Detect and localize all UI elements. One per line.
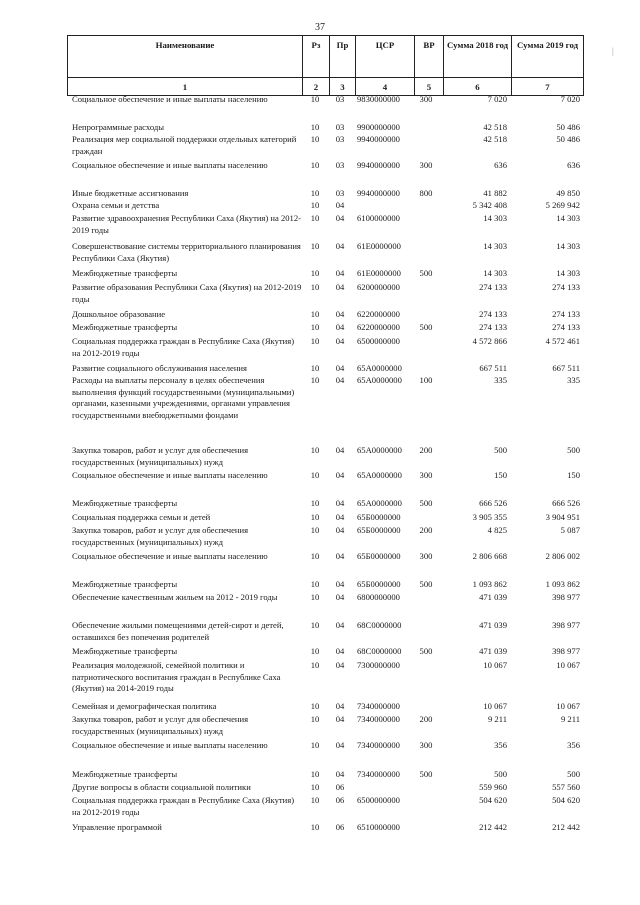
row-name: Обеспечение жилыми помещениями детей-сирот и детей, оставшихся без попечения родителей xyxy=(72,620,284,642)
row-csr: 65А0000000 xyxy=(357,375,402,385)
row-rz: 10 xyxy=(310,714,320,724)
row-name: Семейная и демографическая политика xyxy=(72,701,217,711)
page-number: 37 xyxy=(315,22,325,33)
row-csr: 6220000000 xyxy=(357,322,400,332)
row-rz: 10 xyxy=(310,498,320,508)
row-sum-2018: 274 133 xyxy=(479,322,507,332)
row-name: Совершенствование системы территориального планирования Республики Саха (Якутия) xyxy=(72,241,301,263)
row-sum-2019: 504 620 xyxy=(552,795,580,805)
row-sum-2019: 14 303 xyxy=(556,241,580,251)
row-sum-2019: 557 560 xyxy=(552,782,580,792)
row-sum-2019: 274 133 xyxy=(552,309,580,319)
row-csr: 65Б0000000 xyxy=(357,579,401,589)
row-sum-2018: 667 511 xyxy=(479,363,507,373)
row-name: Развитие социального обслуживания населения xyxy=(72,363,247,373)
row-name: Межбюджетные трансферты xyxy=(72,498,178,508)
row-name: Иные бюджетные ассигнования xyxy=(72,188,189,198)
row-sum-2018: 504 620 xyxy=(479,795,507,805)
row-pr: 06 xyxy=(335,795,345,805)
row-sum-2019: 9 211 xyxy=(560,714,580,724)
row-pr: 04 xyxy=(335,592,345,602)
row-pr: 04 xyxy=(335,660,345,670)
row-sum-2019: 1 093 862 xyxy=(545,579,580,589)
row-csr: 65Б0000000 xyxy=(357,551,401,561)
row-sum-2019: 3 904 951 xyxy=(545,512,580,522)
row-sum-2018: 9 211 xyxy=(487,714,507,724)
row-vr: 300 xyxy=(419,740,433,750)
row-vr: 100 xyxy=(419,375,433,385)
row-vr: 500 xyxy=(419,769,433,779)
row-rz: 10 xyxy=(310,322,320,332)
row-csr: 65А0000000 xyxy=(357,363,402,373)
row-name: Межбюджетные трансферты xyxy=(72,579,178,589)
row-csr: 9900000000 xyxy=(357,122,400,132)
row-sum-2019: 398 977 xyxy=(552,592,580,602)
row-sum-2018: 559 960 xyxy=(479,782,507,792)
row-pr: 04 xyxy=(335,579,345,589)
row-sum-2019: 356 xyxy=(567,740,580,750)
row-sum-2019: 10 067 xyxy=(556,701,580,711)
row-sum-2019: 5 087 xyxy=(560,525,580,535)
row-sum-2019: 50 486 xyxy=(556,134,580,144)
row-sum-2018: 500 xyxy=(494,445,507,455)
row-name: Закупка товаров, работ и услуг для обеспечения государственных (муниципальных) нужд xyxy=(72,714,249,736)
row-rz: 10 xyxy=(310,701,320,711)
row-rz: 10 xyxy=(310,309,320,319)
row-sum-2019: 398 977 xyxy=(552,620,580,630)
row-sum-2018: 500 xyxy=(494,769,507,779)
row-csr: 6500000000 xyxy=(357,795,400,805)
row-rz: 10 xyxy=(310,620,320,630)
row-rz: 10 xyxy=(310,188,320,198)
row-vr: 500 xyxy=(419,579,433,589)
row-name: Реализация мер социальной поддержки отдельных категорий граждан xyxy=(72,134,297,156)
row-name: Межбюджетные трансферты xyxy=(72,769,178,779)
row-pr: 06 xyxy=(335,822,345,832)
row-sum-2018: 471 039 xyxy=(479,620,507,630)
row-sum-2018: 1 093 862 xyxy=(472,579,507,589)
row-pr: 04 xyxy=(335,512,345,522)
header-col-num: 4 xyxy=(356,78,415,96)
row-pr: 04 xyxy=(335,241,345,251)
row-sum-2018: 14 303 xyxy=(483,268,507,278)
row-sum-2019: 500 xyxy=(567,445,580,455)
row-rz: 10 xyxy=(310,512,320,522)
row-rz: 10 xyxy=(310,134,320,144)
row-name: Социальное обеспечение и иные выплаты населению xyxy=(72,160,268,170)
row-name: Закупка товаров, работ и услуг для обеспечения государственных (муниципальных) нужд xyxy=(72,445,249,467)
row-rz: 10 xyxy=(310,375,320,385)
row-csr: 65Б0000000 xyxy=(357,512,401,522)
row-csr: 6200000000 xyxy=(357,282,400,292)
row-rz: 10 xyxy=(310,282,320,292)
header-pr: Пр xyxy=(330,36,356,78)
row-sum-2018: 4 572 866 xyxy=(472,336,507,346)
row-sum-2018: 4 825 xyxy=(487,525,507,535)
row-pr: 04 xyxy=(335,714,345,724)
row-name: Социальная поддержка семьи и детей xyxy=(72,512,211,522)
row-rz: 10 xyxy=(310,646,320,656)
row-sum-2018: 274 133 xyxy=(479,309,507,319)
row-pr: 03 xyxy=(335,94,345,104)
row-pr: 04 xyxy=(335,282,345,292)
row-rz: 10 xyxy=(310,660,320,670)
row-vr: 500 xyxy=(419,322,433,332)
row-sum-2019: 398 977 xyxy=(552,646,580,656)
row-name: Межбюджетные трансферты xyxy=(72,322,178,332)
row-rz: 10 xyxy=(310,336,320,346)
header-vr: ВР xyxy=(415,36,444,78)
row-csr: 6500000000 xyxy=(357,336,400,346)
row-pr: 04 xyxy=(335,525,345,535)
row-name: Социальное обеспечение и иные выплаты населению xyxy=(72,470,268,480)
row-rz: 10 xyxy=(310,241,320,251)
row-pr: 06 xyxy=(335,782,345,792)
row-sum-2018: 274 133 xyxy=(479,282,507,292)
row-name: Закупка товаров, работ и услуг для обеспечения государственных (муниципальных) нужд xyxy=(72,525,249,547)
row-vr: 300 xyxy=(419,551,433,561)
row-name: Реализация молодежной, семейной политики и патриотического воспитания граждан в Республике Саха (Якутия) на 2014-2019 годы xyxy=(72,660,281,693)
row-rz: 10 xyxy=(310,579,320,589)
row-vr: 200 xyxy=(419,714,433,724)
row-pr: 03 xyxy=(335,188,345,198)
row-sum-2018: 471 039 xyxy=(479,646,507,656)
row-sum-2019: 49 850 xyxy=(556,188,580,198)
row-rz: 10 xyxy=(310,445,320,455)
row-csr: 65А0000000 xyxy=(357,498,402,508)
row-rz: 10 xyxy=(310,795,320,805)
row-csr: 9940000000 xyxy=(357,188,400,198)
row-sum-2018: 2 806 668 xyxy=(472,551,507,561)
row-vr: 500 xyxy=(419,498,433,508)
row-pr: 03 xyxy=(335,160,345,170)
row-name: Межбюджетные трансферты xyxy=(72,268,178,278)
row-name: Охрана семьи и детства xyxy=(72,200,160,210)
row-name: Обеспечение качественным жильем на 2012 - 2019 годы xyxy=(72,592,278,602)
row-rz: 10 xyxy=(310,160,320,170)
row-pr: 04 xyxy=(335,620,345,630)
row-csr: 68С0000000 xyxy=(357,646,402,656)
row-pr: 04 xyxy=(335,470,345,480)
row-sum-2018: 10 067 xyxy=(483,660,507,670)
row-sum-2019: 212 442 xyxy=(552,822,580,832)
row-vr: 300 xyxy=(419,94,433,104)
row-csr: 6800000000 xyxy=(357,592,400,602)
row-pr: 04 xyxy=(335,701,345,711)
row-sum-2019: 150 xyxy=(567,470,580,480)
row-pr: 04 xyxy=(335,769,345,779)
row-csr: 61Е0000000 xyxy=(357,268,401,278)
row-sum-2019: 10 067 xyxy=(556,660,580,670)
row-sum-2018: 666 526 xyxy=(479,498,507,508)
row-vr: 800 xyxy=(419,188,433,198)
row-sum-2019: 7 020 xyxy=(560,94,580,104)
row-sum-2018: 471 039 xyxy=(479,592,507,602)
row-rz: 10 xyxy=(310,213,320,223)
row-pr: 04 xyxy=(335,363,345,373)
row-name: Социальная поддержка граждан в Республике Саха (Якутия) на 2012-2019 годы xyxy=(72,795,295,817)
row-sum-2018: 150 xyxy=(494,470,507,480)
row-sum-2019: 14 303 xyxy=(556,268,580,278)
row-sum-2019: 667 511 xyxy=(552,363,580,373)
row-name: Социальная поддержка граждан в Республике Саха (Якутия) на 2012-2019 годы xyxy=(72,336,295,358)
row-sum-2019: 2 806 002 xyxy=(545,551,580,561)
row-csr: 6100000000 xyxy=(357,213,400,223)
row-csr: 6220000000 xyxy=(357,309,400,319)
header-col-num: 5 xyxy=(415,78,444,96)
row-csr: 7300000000 xyxy=(357,660,400,670)
row-sum-2019: 274 133 xyxy=(552,322,580,332)
row-csr: 7340000000 xyxy=(357,740,400,750)
header-rz: Рз xyxy=(303,36,330,78)
row-rz: 10 xyxy=(310,470,320,480)
row-rz: 10 xyxy=(310,525,320,535)
scan-mark: | xyxy=(612,46,614,56)
header-col-num: 7 xyxy=(512,78,584,96)
row-vr: 300 xyxy=(419,160,433,170)
row-sum-2018: 636 xyxy=(494,160,507,170)
row-sum-2018: 14 303 xyxy=(483,241,507,251)
row-csr: 7340000000 xyxy=(357,769,400,779)
row-pr: 03 xyxy=(335,122,345,132)
row-sum-2018: 41 882 xyxy=(483,188,507,198)
row-sum-2018: 7 020 xyxy=(487,94,507,104)
row-csr: 61Е0000000 xyxy=(357,241,401,251)
row-rz: 10 xyxy=(310,363,320,373)
row-rz: 10 xyxy=(310,769,320,779)
row-rz: 10 xyxy=(310,740,320,750)
row-rz: 10 xyxy=(310,268,320,278)
row-pr: 04 xyxy=(335,322,345,332)
row-sum-2018: 10 067 xyxy=(483,701,507,711)
header-sum-2018: Сумма 2018 год xyxy=(444,36,512,78)
row-sum-2018: 356 xyxy=(494,740,507,750)
row-pr: 04 xyxy=(335,336,345,346)
row-rz: 10 xyxy=(310,200,320,210)
row-sum-2018: 5 342 408 xyxy=(472,200,507,210)
row-rz: 10 xyxy=(310,782,320,792)
row-pr: 04 xyxy=(335,213,345,223)
row-name: Другие вопросы в области социальной политики xyxy=(72,782,251,792)
row-vr: 500 xyxy=(419,646,433,656)
header-col-num: 3 xyxy=(330,78,356,96)
row-pr: 04 xyxy=(335,551,345,561)
row-pr: 04 xyxy=(335,309,345,319)
row-sum-2019: 500 xyxy=(567,769,580,779)
row-pr: 04 xyxy=(335,200,345,210)
row-csr: 6510000000 xyxy=(357,822,400,832)
row-name: Социальное обеспечение и иные выплаты населению xyxy=(72,551,268,561)
row-name: Непрограммные расходы xyxy=(72,122,165,132)
header-col-num: 2 xyxy=(303,78,330,96)
row-csr: 65Б0000000 xyxy=(357,525,401,535)
row-csr: 65А0000000 xyxy=(357,470,402,480)
row-name: Межбюджетные трансферты xyxy=(72,646,178,656)
row-sum-2019: 14 303 xyxy=(556,213,580,223)
header-col-num: 1 xyxy=(68,78,303,96)
row-sum-2018: 3 905 355 xyxy=(472,512,507,522)
row-csr: 68С0000000 xyxy=(357,620,402,630)
row-vr: 200 xyxy=(419,445,433,455)
header-col-num: 6 xyxy=(444,78,512,96)
row-pr: 04 xyxy=(335,268,345,278)
row-sum-2018: 212 442 xyxy=(479,822,507,832)
row-pr: 03 xyxy=(335,134,345,144)
row-csr: 7340000000 xyxy=(357,714,400,724)
row-name: Развитие образования Республики Саха (Якутия) на 2012-2019 годы xyxy=(72,282,302,304)
header-name: Наименование xyxy=(68,36,303,78)
row-sum-2019: 666 526 xyxy=(552,498,580,508)
row-name: Социальное обеспечение и иные выплаты населению xyxy=(72,740,268,750)
row-sum-2019: 636 xyxy=(567,160,580,170)
row-sum-2019: 335 xyxy=(567,375,580,385)
row-sum-2018: 335 xyxy=(494,375,507,385)
row-name: Социальное обеспечение и иные выплаты населению xyxy=(72,94,268,104)
row-rz: 10 xyxy=(310,551,320,561)
row-sum-2018: 42 518 xyxy=(483,122,507,132)
row-pr: 04 xyxy=(335,375,345,385)
row-csr: 65А0000000 xyxy=(357,445,402,455)
row-vr: 200 xyxy=(419,525,433,535)
row-vr: 300 xyxy=(419,470,433,480)
row-sum-2018: 14 303 xyxy=(483,213,507,223)
row-rz: 10 xyxy=(310,94,320,104)
row-csr: 9940000000 xyxy=(357,160,400,170)
row-csr: 9830000000 xyxy=(357,94,400,104)
row-pr: 04 xyxy=(335,646,345,656)
row-rz: 10 xyxy=(310,592,320,602)
row-sum-2019: 274 133 xyxy=(552,282,580,292)
row-sum-2019: 50 486 xyxy=(556,122,580,132)
row-name: Дошкольное образование xyxy=(72,309,166,319)
row-name: Управление программой xyxy=(72,822,162,832)
row-csr: 9940000000 xyxy=(357,134,400,144)
row-pr: 04 xyxy=(335,498,345,508)
row-name: Расходы на выплаты персоналу в целях обеспечения выполнения функций государственными (муниципальными) органами, казенными учреждениями, органами управления государственными внебюджетными фондами xyxy=(72,375,295,420)
row-rz: 10 xyxy=(310,822,320,832)
row-name: Развитие здравоохранения Республики Саха (Якутия) на 2012-2019 годы xyxy=(72,213,302,235)
header-csr: ЦСР xyxy=(356,36,415,78)
row-sum-2019: 5 269 942 xyxy=(545,200,580,210)
header-sum-2019: Сумма 2019 год xyxy=(512,36,584,78)
row-csr: 7340000000 xyxy=(357,701,400,711)
row-pr: 04 xyxy=(335,445,345,455)
row-rz: 10 xyxy=(310,122,320,132)
row-pr: 04 xyxy=(335,740,345,750)
row-sum-2018: 42 518 xyxy=(483,134,507,144)
row-vr: 500 xyxy=(419,268,433,278)
row-sum-2019: 4 572 461 xyxy=(545,336,580,346)
